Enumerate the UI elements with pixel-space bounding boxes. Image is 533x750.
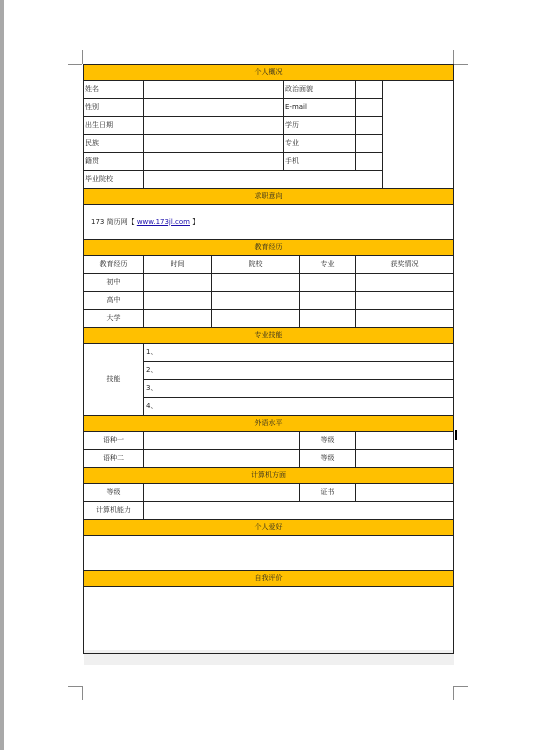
- label-political: 政治面貌: [284, 81, 356, 99]
- edu-header-awards: 获奖情况: [356, 256, 454, 274]
- edu-cell-school[interactable]: [212, 292, 300, 310]
- label-computer-ability: 计算机能力: [84, 502, 144, 520]
- edu-row-label: 大学: [84, 310, 144, 328]
- field-major[interactable]: [356, 135, 383, 153]
- field-degree[interactable]: [356, 117, 383, 135]
- skill-item[interactable]: 2、: [144, 362, 454, 380]
- edu-cell-awards[interactable]: [356, 274, 454, 292]
- field-school[interactable]: [144, 171, 383, 189]
- field-certificate[interactable]: [356, 484, 454, 502]
- table-row: [84, 310, 454, 328]
- label-certificate: 证书: [300, 484, 356, 502]
- edu-cell-awards[interactable]: [356, 292, 454, 310]
- field-self-eval[interactable]: [84, 587, 454, 654]
- table-row: [84, 274, 454, 292]
- field-political[interactable]: [356, 81, 383, 99]
- field-email[interactable]: [356, 99, 383, 117]
- label-language-2: 语种二: [84, 450, 144, 468]
- section-header-objective: 求职意向: [84, 189, 454, 205]
- label-language-1: 语种一: [84, 432, 144, 450]
- edu-cell-time[interactable]: [144, 310, 212, 328]
- section-header-hobbies: 个人爱好: [84, 520, 454, 536]
- objective-suffix: 】: [190, 217, 200, 226]
- label-language-2-level: 等级: [300, 450, 356, 468]
- crop-mark-top-left-h: [68, 64, 82, 65]
- field-native-place[interactable]: [144, 153, 284, 171]
- label-name: 姓名: [84, 81, 144, 99]
- edu-cell-major[interactable]: [300, 274, 356, 292]
- skill-item[interactable]: 3、: [144, 380, 454, 398]
- field-computer-level[interactable]: [144, 484, 300, 502]
- label-email: E-mail: [284, 99, 356, 117]
- crop-mark-top-right-h: [454, 64, 468, 65]
- edu-header-time: 时间: [144, 256, 212, 274]
- label-computer-level: 等级: [84, 484, 144, 502]
- crop-mark-top-left-v: [82, 50, 83, 64]
- label-language-1-level: 等级: [300, 432, 356, 450]
- edu-row-label: 高中: [84, 292, 144, 310]
- crop-mark-bottom-right-v: [453, 686, 454, 700]
- table-row: [84, 292, 454, 310]
- field-birth[interactable]: [144, 117, 284, 135]
- label-degree: 学历: [284, 117, 356, 135]
- edu-cell-time[interactable]: [144, 274, 212, 292]
- skills-label: 技能: [84, 344, 144, 416]
- section-header-computer: 计算机方面: [84, 468, 454, 484]
- edu-header-stage: 教育经历: [84, 256, 144, 274]
- section-header-language: 外语水平: [84, 416, 454, 432]
- field-gender[interactable]: [144, 99, 284, 117]
- section-header-personal: 个人概况: [84, 65, 454, 81]
- edu-cell-school[interactable]: [212, 310, 300, 328]
- field-computer-ability[interactable]: [144, 502, 454, 520]
- label-gender: 性别: [84, 99, 144, 117]
- label-birth: 出生日期: [84, 117, 144, 135]
- field-hobbies[interactable]: [84, 536, 454, 571]
- label-major: 专业: [284, 135, 356, 153]
- crop-mark-bottom-left-v: [82, 686, 83, 700]
- edu-cell-major[interactable]: [300, 292, 356, 310]
- field-ethnicity[interactable]: [144, 135, 284, 153]
- resume-table: [83, 64, 454, 654]
- section-header-education: 教育经历: [84, 240, 454, 256]
- section-header-self-eval: 自我评价: [84, 571, 454, 587]
- edu-cell-major[interactable]: [300, 310, 356, 328]
- section-header-skills: 专业技能: [84, 328, 454, 344]
- label-school: 毕业院校: [84, 171, 144, 189]
- window-scrollbar-edge: [0, 0, 4, 750]
- field-language-2-level[interactable]: [356, 450, 454, 468]
- field-language-1-level[interactable]: [356, 432, 454, 450]
- edu-cell-school[interactable]: [212, 274, 300, 292]
- label-ethnicity: 民族: [84, 135, 144, 153]
- skill-item[interactable]: 4、: [144, 398, 454, 416]
- photo-box[interactable]: [383, 81, 454, 189]
- text-cursor: [455, 430, 457, 440]
- crop-mark-bottom-right-h: [454, 686, 468, 687]
- skill-item[interactable]: 1、: [144, 344, 454, 362]
- edu-row-label: 初中: [84, 274, 144, 292]
- crop-mark-top-right-v: [453, 50, 454, 64]
- crop-mark-bottom-left-h: [68, 686, 82, 687]
- edu-cell-time[interactable]: [144, 292, 212, 310]
- edu-cell-awards[interactable]: [356, 310, 454, 328]
- objective-prefix: 173 简历网【: [91, 217, 137, 226]
- field-language-1[interactable]: [144, 432, 300, 450]
- label-phone: 手机: [284, 153, 356, 171]
- objective-link[interactable]: www.173jl.com: [136, 217, 190, 226]
- field-phone[interactable]: [356, 153, 383, 171]
- edu-header-school: 院校: [212, 256, 300, 274]
- objective-content[interactable]: [84, 205, 454, 240]
- label-native-place: 籍贯: [84, 153, 144, 171]
- field-name[interactable]: [144, 81, 284, 99]
- field-language-2[interactable]: [144, 450, 300, 468]
- edu-header-major: 专业: [300, 256, 356, 274]
